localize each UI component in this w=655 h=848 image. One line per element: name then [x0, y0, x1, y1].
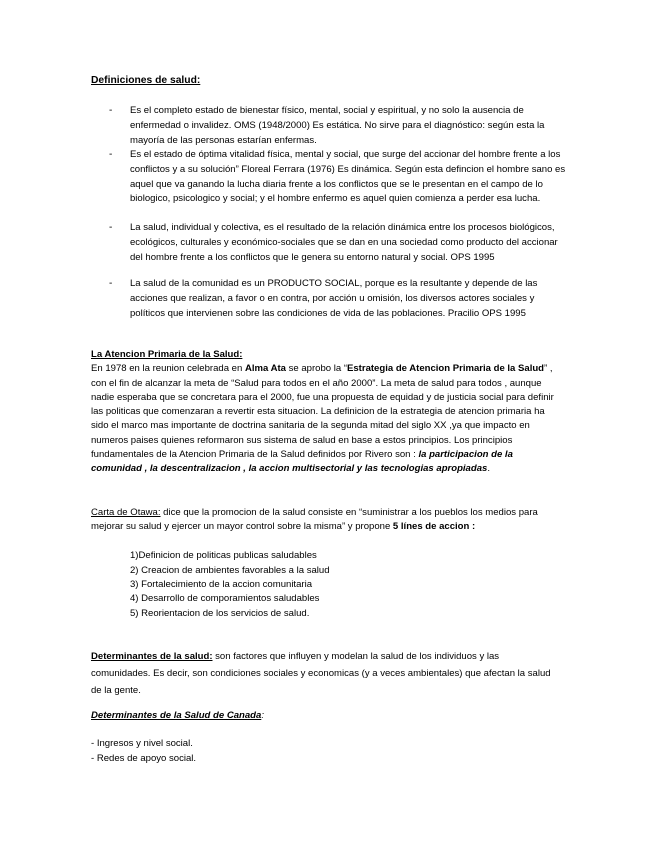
atencion-text-4: .	[487, 463, 490, 475]
definicion-producto-social: La salud de la comunidad es un PRODUCTO SOCIAL, porque es la resultante y depende de las acciones que realizan, a favor o en contra, por acción u omisión, los diversos actores sociales y políticos que intervienen sobre las condiciones de vida de las poblaciones. Pracilio OPS 1995	[130, 278, 538, 319]
determinantes-text: son factores que influyen y modelan la salud de los individuos y las comunidades. Es decir, son condiciones sociales y economicas (y a veces ambientales) que afectan la salud de la gente.	[91, 651, 551, 696]
bullet-3: -	[109, 222, 113, 233]
canada-heading-line	[91, 709, 264, 723]
atencion-section	[91, 348, 561, 477]
determinantes-section	[91, 648, 561, 699]
otawa-item-2: 2) Creacion de ambientes favorables a la salud	[130, 565, 330, 576]
otawa-item-4: 4) Desarrollo de comporamientos saludables	[130, 593, 320, 604]
canada-item-1: - Ingresos y nivel social.	[91, 738, 193, 749]
atencion-text-1: En 1978 en la reunion celebrada en	[91, 363, 245, 375]
bullet-4: -	[109, 278, 113, 289]
atencion-heading: La Atencion Primaria de la Salud:	[91, 349, 243, 360]
otawa-section	[91, 506, 561, 535]
definicion-oms: Es el completo estado de bienestar físico, mental, social y espiritual, y no solo la ausencia de enfermedad o invalidez. OMS (1948/2000) Es estática. No sirve para el diagnóstico: según esta la mayoría de las personas estarían enfermas.	[130, 105, 545, 146]
canada-heading-colon: :	[261, 710, 264, 721]
otawa-item-5: 5) Reorientacion de los servicios de salud.	[130, 608, 310, 619]
principios-apsalud: la participacion de la comunidad , la descentralizacion , la accion multisectorial y las tecnologias apropiadas	[91, 449, 513, 475]
otawa-lineas: 5 línes de accion :	[392, 521, 476, 533]
determinantes-heading: Determinantes de la salud:	[91, 651, 213, 662]
atencion-text-3: ” , con el fin de alcanzar la meta de “Salud para todos en el año 2000”. La meta de salud para todos , aunque nadie esperaba que se concretara para el 2000, fue una propuesta de equidad y de justicia social para definir las politicas que comenzaran a revertir esta situacion. La definicion de la estrategia de atencion primaria ha sido el marco mas importante de doctrina sanitaria de la segunda mitad del siglo XX ,ya que impacto en numeros paises quienes reformaron sus sistema de salud en base a estos principios. Los principios fundamentales de la Atencion Primaria de la Salud definidos por Rivero son :	[91, 363, 554, 461]
canada-item-2: - Redes de apoyo social.	[91, 753, 197, 764]
atencion-text-2: se aprobo la “	[285, 363, 347, 375]
definicion-ops: La salud, individual y colectiva, es el resultado de la relación dinámica entre los procesos biológicos, ecológicos, culturales y económico-sociales que se dan en una sociedad como producto del accionar del hombre frente a los conflictos que le genera su entorno natural y social. OPS 1995	[130, 222, 558, 263]
alma-ata: Alma Ata	[244, 363, 286, 375]
otawa-item-1: 1)Definicion de politicas publicas saludables	[130, 550, 317, 561]
bullet-2: -	[109, 149, 113, 160]
canada-heading: Determinantes de la Salud de Canada	[91, 710, 262, 721]
definicion-ferrara: Es el estado de óptima vitalidad física, mental y social, que surge del accionar del hombre frente a los conflictos y a su solución” Floreal Ferrara (1976) Es dinámica. Según esta defincion el hombre sano es aquel que va ganando la lucha diaria frente a los conflictos que se le presentan en el campo de lo biologico, psicologico y social; y el hombre enfermo es aquel quien comienza a perder esa lucha.	[130, 149, 566, 205]
estrategia-title: Estrategia de Atencion Primaria de la Salud	[347, 363, 545, 375]
bullet-1: -	[109, 105, 113, 116]
definiciones-heading: Definiciones de salud:	[91, 75, 201, 86]
otawa-heading: Carta de Otawa:	[91, 507, 161, 518]
otawa-text: dice que la promocion de la salud consiste en “suministrar a los pueblos los medios para mejorar su salud y ejercer un mayor control sobre la misma” y propone	[91, 507, 538, 533]
otawa-item-3: 3) Fortalecimiento de la accion comunitaria	[130, 579, 313, 590]
